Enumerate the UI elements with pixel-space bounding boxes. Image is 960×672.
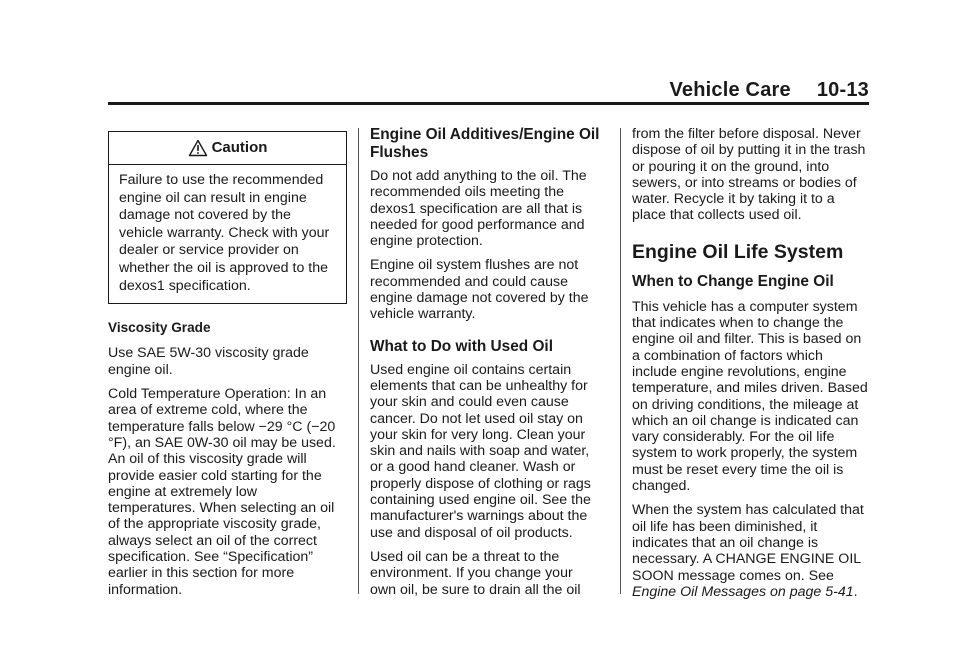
- environment-paragraph: Used oil can be a threat to the environment. If you change your own oil, be sure to drain all the oil: [370, 548, 581, 598]
- disposal-paragraph: from the filter before disposal. Never dispose of oil by putting it in the trash or pouring it on the ground, into sewers, or into streams or bodies of water. Recycle it by taking it to a place that collects used oil.: [632, 126, 866, 224]
- change-indicator-text: When the system has calculated that oil life has been diminished, it indicates that an oil change is necessary. A CHANGE ENGINE OIL SOON message comes on. See: [632, 502, 864, 584]
- caution-box: [108, 131, 347, 304]
- caution-title: Caution: [211, 138, 268, 156]
- header-rule: [108, 102, 869, 105]
- column-right: [632, 126, 870, 608]
- viscosity-heading: Viscosity Grade: [108, 320, 211, 336]
- viscosity-paragraph: Use SAE 5W-30 viscosity grade engine oil.: [108, 345, 309, 378]
- change-indicator-paragraph: [632, 502, 870, 600]
- warning-icon: [188, 139, 208, 157]
- engine-oil-messages-link[interactable]: Engine Oil Messages on page 5-41: [632, 583, 854, 600]
- oil-life-heading: Engine Oil Life System: [632, 240, 844, 263]
- used-oil-heading: What to Do with Used Oil: [370, 337, 553, 355]
- caution-header: [109, 132, 346, 165]
- cold-temperature-paragraph: Cold Temperature Operation: In an area of extreme cold, where the temperature falls below −29 °C (−20 °F), an SAE 0W-30 oil may be used. An oil of this viscosity grade will provide easier cold starting for the engine at extremely low temperatures. When selecting an oil of the appropriate viscosity grade, always select an oil of the correct specification. See “Specification” earlier in this section for more information.: [108, 386, 336, 598]
- used-oil-paragraph: Used engine oil contains certain elements that can be unhealthy for your skin and could even cause cancer. Do not let used oil stay on your skin for very long. Clean your skin and nails with soap and water, or a good hand cleaner. Wash or properly dispose of clothing or rags containing used engine oil. See the manufacturer's warnings about the use and disposal of oil products.: [370, 361, 591, 541]
- column-middle: [370, 126, 602, 606]
- additives-heading: Engine Oil Additives/Engine Oil Flushes: [370, 126, 600, 161]
- computer-system-paragraph: This vehicle has a computer system that indicates when to change the engine oil and filter. This is based on a combination of factors which include engine revolutions, engine temperature, and miles driven. Based on driving conditions, the mileage at which an oil change is indicated can vary considerably. For the oil life system to work properly, the system must be reset every time the oil is changed.: [632, 298, 868, 495]
- page-number: 10-13: [816, 79, 869, 101]
- sentence-end: .: [853, 583, 858, 600]
- column-left: [108, 126, 348, 606]
- page-header: [108, 79, 869, 102]
- additives-paragraph: Do not add anything to the oil. The recommended oils meeting the dexos1 specification are all that is needed for good performance and engine protection.: [370, 168, 587, 250]
- column-divider: [620, 128, 621, 594]
- change-oil-heading: When to Change Engine Oil: [632, 272, 834, 290]
- column-divider: [358, 128, 359, 594]
- caution-text: Failure to use the recommended engine oil can result in engine damage not covered by the vehicle warranty. Check with your dealer or service provider on whether the oil is approved to the dexos1 specification.: [119, 172, 330, 294]
- flushes-paragraph: Engine oil system flushes are not recommended and could cause engine damage not covered by the vehicle warranty.: [370, 257, 589, 323]
- section-title: Vehicle Care: [669, 79, 791, 101]
